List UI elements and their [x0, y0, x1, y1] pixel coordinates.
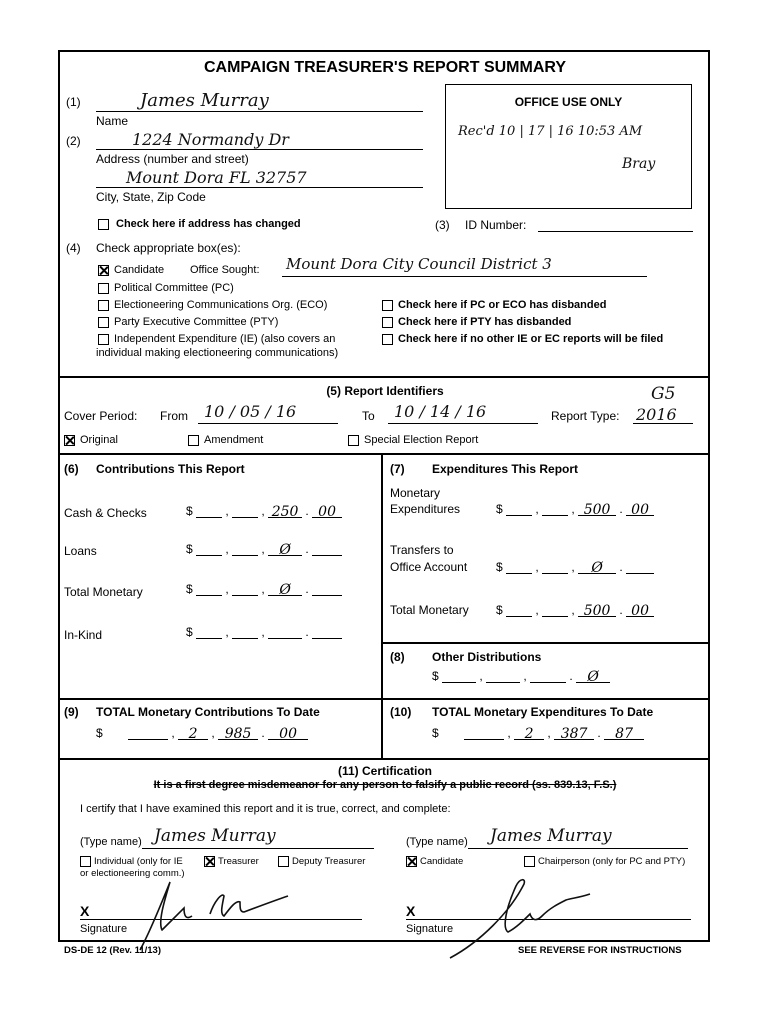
candidate-cert-label: Candidate — [420, 856, 464, 867]
office-initials: Bray — [622, 156, 656, 172]
exp-dollars: 500 — [578, 502, 616, 516]
certification-warning: It is a first degree misdemeanor for any person to falsify a public record (ss. 839.13, F.S.) — [153, 779, 617, 791]
amendment-label: Amendment — [204, 434, 264, 446]
currency-sign: $ — [186, 582, 193, 596]
from-date-value[interactable]: 10 / 05 / 16 — [204, 402, 297, 421]
middle-divider — [381, 453, 383, 759]
loans-amount[interactable]: $ , , Ø . — [186, 542, 342, 556]
transfers-label: Transfers to — [390, 543, 454, 557]
currency-sign: $ — [496, 560, 503, 574]
exp-thousands — [506, 502, 532, 516]
other-hundreds — [486, 669, 520, 683]
section6-top-divider — [58, 453, 710, 455]
address-changed-label: Check here if address has changed — [116, 218, 301, 230]
loans-cents — [312, 542, 342, 556]
total-monetary-exp-label: Total Monetary — [390, 603, 469, 617]
other-distributions-amount[interactable]: $ , , . Ø — [432, 669, 610, 683]
total-monetary-label: Total Monetary — [64, 585, 143, 599]
totexp-dollars: 500 — [578, 603, 616, 617]
section9-top-divider — [58, 698, 710, 700]
ctd-thousands: 2 — [178, 726, 208, 740]
office-sought-label: Office Sought: — [190, 264, 260, 276]
cash-hundreds-blank — [232, 504, 258, 518]
no-other-ie-checkbox[interactable] — [382, 334, 393, 345]
other-thousands — [442, 669, 476, 683]
section5-top-divider — [58, 376, 710, 378]
id-number-num: (3) — [435, 218, 450, 232]
totexp-cents: 00 — [626, 603, 654, 617]
exp-cents: 00 — [626, 502, 654, 516]
field9-number: (9) — [64, 705, 79, 719]
office-use-label: OFFICE USE ONLY — [514, 95, 623, 109]
cash-checks-amount[interactable]: $ , , 250 . 00 — [186, 504, 342, 518]
ctd-cents: 00 — [268, 726, 308, 740]
deputy-treasurer-label: Deputy Treasurer — [292, 856, 366, 867]
transfer-hundreds-blank — [542, 560, 568, 574]
expenditures-to-date-amount[interactable]: $ , 2 , 387 . 87 — [432, 726, 644, 740]
individual-label-line2: or electioneering comm.) — [80, 868, 185, 879]
totexp-thousands — [506, 603, 532, 617]
office-sought-line — [282, 276, 647, 277]
cash-dollars: 250 — [268, 504, 302, 518]
address-label: Address (number and street) — [96, 152, 249, 166]
ctd-hundreds: 985 — [218, 726, 258, 740]
to-label: To — [362, 409, 375, 423]
pty-label: Party Executive Committee (PTY) — [114, 316, 279, 328]
field10-number: (10) — [390, 705, 412, 719]
address-line — [96, 149, 423, 150]
id-number-field[interactable] — [538, 231, 693, 232]
transfers-amount[interactable]: $ , , Ø . — [496, 560, 654, 574]
loans-thousands — [196, 542, 222, 556]
pc-disbanded-label: Check here if PC or ECO has disbanded — [398, 299, 607, 311]
special-election-label: Special Election Report — [364, 434, 479, 446]
cover-period-label: Cover Period: — [64, 409, 138, 423]
loans-dollars: Ø — [268, 542, 302, 556]
report-identifiers-title: (5) Report Identifiers — [326, 384, 444, 398]
etd-cents: 87 — [604, 726, 644, 740]
right-signature-label: Signature — [406, 923, 454, 935]
contributions-title: Contributions This Report — [96, 462, 245, 476]
inkind-dollars — [268, 625, 302, 639]
transfer-cents — [626, 560, 654, 574]
right-type-name-label: (Type name) — [406, 836, 468, 848]
loans-label: Loans — [64, 544, 97, 558]
ctd-millions — [128, 726, 168, 740]
cash-checks-label: Cash & Checks — [64, 506, 147, 520]
totexp-hundreds-blank — [542, 603, 568, 617]
total-thousands — [196, 582, 222, 596]
total-hundreds-blank — [232, 582, 258, 596]
monetary-expenditures-amount[interactable]: $ , , 500 . 00 — [496, 502, 654, 516]
left-type-name-value[interactable]: James Murray — [154, 826, 276, 846]
right-type-name-line — [468, 848, 688, 849]
field1-number: (1) — [66, 95, 81, 109]
left-type-name-line — [142, 848, 374, 849]
inkind-hundreds-blank — [232, 625, 258, 639]
report-type-code[interactable]: G5 — [651, 384, 676, 404]
from-date-line — [198, 423, 338, 424]
from-label: From — [160, 409, 188, 423]
pc-disbanded-checkbox[interactable] — [382, 300, 393, 311]
etd-millions — [464, 726, 504, 740]
original-checkbox[interactable] — [64, 435, 75, 446]
monetary-label: Monetary — [390, 486, 441, 500]
field6-number: (6) — [64, 462, 79, 476]
left-x-mark: X — [80, 903, 90, 919]
inkind-cents — [312, 625, 342, 639]
pty-checkbox[interactable] — [98, 317, 109, 328]
section11-top-divider — [58, 758, 710, 760]
left-signature-label: Signature — [80, 923, 128, 935]
received-stamp: Rec'd 10 | 17 | 16 10:53 AM — [458, 124, 643, 139]
office-sought-value[interactable]: Mount Dora City Council District 3 — [286, 255, 552, 273]
right-type-name-value[interactable]: James Murray — [490, 826, 612, 846]
pty-disbanded-checkbox[interactable] — [382, 317, 393, 328]
currency-sign: $ — [432, 726, 439, 740]
cash-thousands — [196, 504, 222, 518]
special-election-checkbox[interactable] — [348, 435, 359, 446]
total-dollars: Ø — [268, 582, 302, 596]
treasurer-label: Treasurer — [218, 856, 259, 867]
left-type-name-label: (Type name) — [80, 836, 142, 848]
treasurer-signature — [100, 872, 300, 952]
contributions-to-date-title: TOTAL Monetary Contributions To Date — [96, 705, 320, 719]
certification-statement: I certify that I have examined this report and it is true, correct, and complete: — [80, 803, 451, 815]
currency-sign: $ — [186, 504, 193, 518]
field4-number: (4) — [66, 241, 81, 255]
report-type-label: Report Type: — [551, 409, 620, 423]
name-line — [96, 111, 423, 112]
cash-cents: 00 — [312, 504, 342, 518]
exp-hundreds-blank — [542, 502, 568, 516]
field8-number: (8) — [390, 650, 405, 664]
treasurer-checkbox[interactable] — [204, 856, 215, 867]
pc-checkbox[interactable] — [98, 283, 109, 294]
field2-number: (2) — [66, 134, 81, 148]
expenditures-label: Expenditures — [390, 502, 461, 516]
candidate-checkbox[interactable] — [98, 265, 109, 276]
pc-label: Political Committee (PC) — [114, 282, 234, 294]
report-type-year[interactable]: 2016 — [636, 405, 677, 424]
eco-checkbox[interactable] — [98, 300, 109, 311]
candidate-label: Candidate — [114, 264, 165, 276]
transfer-thousands — [506, 560, 532, 574]
city-line — [96, 187, 423, 188]
deputy-treasurer-checkbox[interactable] — [278, 856, 289, 867]
currency-sign: $ — [496, 603, 503, 617]
contributions-to-date-amount[interactable]: $ , 2 , 985 . 00 — [96, 726, 308, 740]
chairperson-checkbox[interactable] — [524, 856, 535, 867]
to-date-line — [388, 423, 538, 424]
currency-sign: $ — [432, 669, 439, 683]
right-x-mark: X — [406, 903, 416, 919]
no-other-ie-label: Check here if no other IE or EC reports will be filed — [398, 333, 664, 345]
amendment-checkbox[interactable] — [188, 435, 199, 446]
other-dollars — [530, 669, 566, 683]
other-distributions-title: Other Distributions — [432, 650, 542, 664]
field7-number: (7) — [390, 462, 405, 476]
currency-sign: $ — [186, 542, 193, 556]
certification-title: (11) Certification — [337, 764, 433, 778]
individual-label: Individual (only for IE — [94, 856, 183, 867]
etd-thousands: 2 — [514, 726, 544, 740]
pty-disbanded-label: Check here if PTY has disbanded — [398, 316, 572, 328]
in-kind-label: In-Kind — [64, 628, 103, 642]
total-cents — [312, 582, 342, 596]
expenditures-to-date-title: TOTAL Monetary Expenditures To Date — [432, 705, 654, 719]
to-date-value[interactable]: 10 / 14 / 16 — [394, 402, 487, 421]
name-value[interactable]: James Murray — [140, 90, 269, 111]
currency-sign: $ — [186, 625, 193, 639]
other-cents: Ø — [576, 669, 610, 683]
expenditures-title: Expenditures This Report — [432, 462, 579, 476]
in-kind-amount[interactable]: $ , , . — [186, 625, 342, 639]
instructions-note: SEE REVERSE FOR INSTRUCTIONS — [518, 945, 682, 956]
original-label: Original — [80, 434, 118, 446]
field4-label: Check appropriate box(es): — [96, 241, 241, 255]
chairperson-label: Chairperson (only for PC and PTY) — [538, 856, 686, 867]
id-number-label: ID Number: — [465, 218, 527, 232]
total-monetary-contrib-amount[interactable]: $ , , Ø . — [186, 582, 342, 596]
currency-sign: $ — [496, 502, 503, 516]
eco-label: Electioneering Communications Org. (ECO) — [114, 299, 328, 311]
currency-sign: $ — [96, 726, 103, 740]
total-monetary-exp-amount[interactable]: $ , , 500 . 00 — [496, 603, 654, 617]
city-value[interactable]: Mount Dora FL 32757 — [126, 168, 307, 187]
etd-hundreds: 387 — [554, 726, 594, 740]
inkind-thousands — [196, 625, 222, 639]
office-account-label: Office Account — [390, 560, 468, 574]
form-number: DS-DE 12 (Rev. 11/13) — [64, 945, 161, 956]
ie-checkbox[interactable] — [98, 334, 109, 345]
candidate-cert-checkbox[interactable] — [406, 856, 417, 867]
individual-checkbox[interactable] — [80, 856, 91, 867]
transfer-dollars: Ø — [578, 560, 616, 574]
loans-hundreds-blank — [232, 542, 258, 556]
ie-label: Independent Expenditure (IE) (also covers an — [114, 333, 336, 345]
address-value[interactable]: 1224 Normandy Dr — [132, 130, 289, 149]
section8-top-divider — [381, 642, 710, 644]
form-title: CAMPAIGN TREASURER'S REPORT SUMMARY — [203, 59, 567, 76]
city-label: City, State, Zip Code — [96, 190, 206, 204]
ie-label-line2: individual making electioneering communications) — [96, 347, 339, 359]
address-changed-checkbox[interactable] — [98, 219, 109, 230]
name-label: Name — [96, 114, 129, 128]
